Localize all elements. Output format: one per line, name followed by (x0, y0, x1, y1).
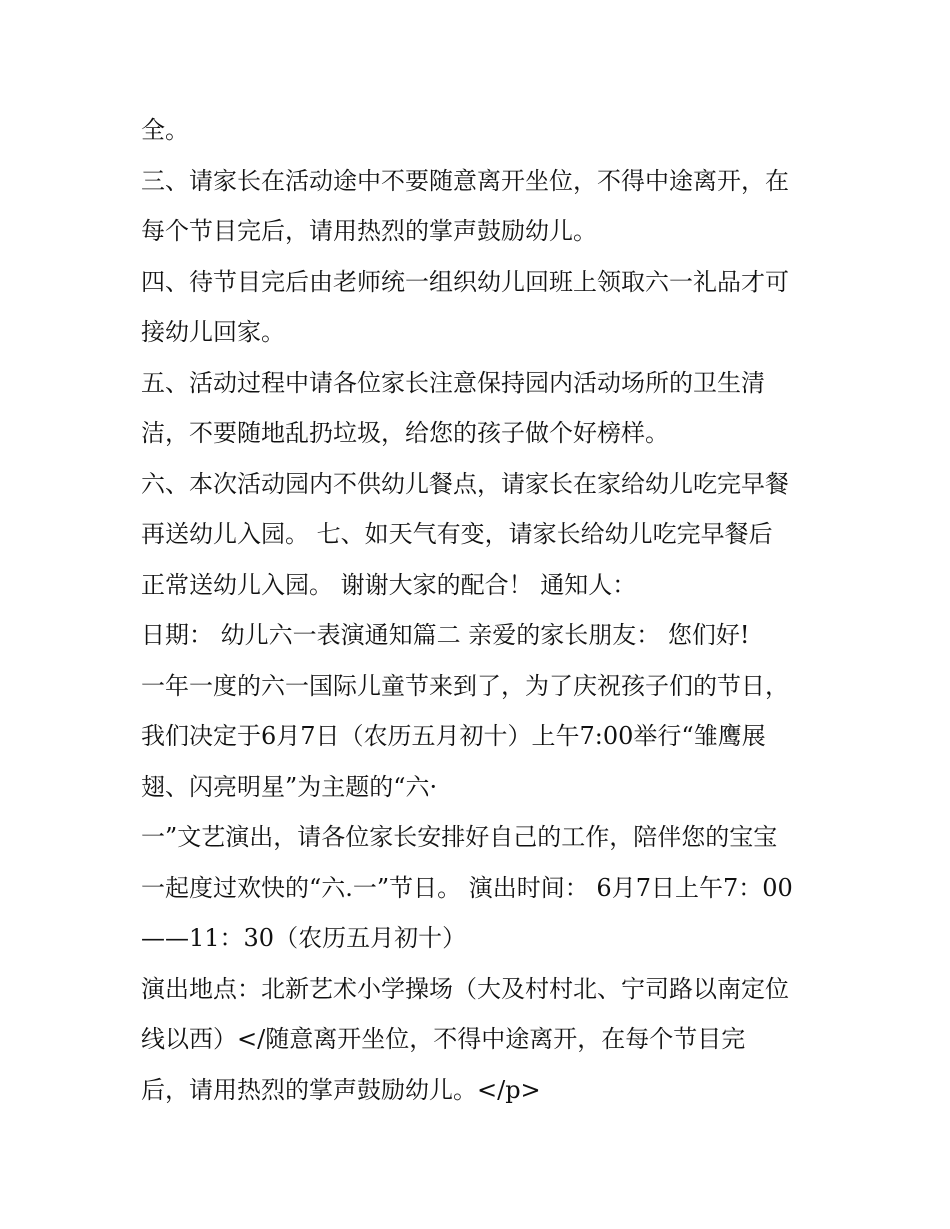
text-line-17: ——11：30（农历五月初十） (141, 924, 467, 952)
text-line-7: 洁，不要随地乱扔垃圾，给您的孩子做个好榜样。 (141, 419, 669, 447)
text-line-1: 全。 (141, 116, 189, 144)
text-line-3: 每个节目完后，请用热烈的掌声鼓励幼儿。 (141, 217, 597, 245)
document-body (141, 110, 831, 1120)
text-line-6: 五、活动过程中请各位家长注意保持园内活动场所的卫生清 (141, 368, 765, 397)
text-line-12: 一年一度的六一国际儿童节来到了，为了庆祝孩子们的节日， (141, 671, 789, 700)
text-line-8: 六、本次活动园内不供幼儿餐点，请家长在家给幼儿吃完早餐 (141, 469, 789, 498)
text-line-11: 日期： 幼儿六一表演通知篇二 亲爱的家长朋友： 您们好! (141, 621, 750, 649)
text-line-15: 一”文艺演出，请各位家长安排好自己的工作，陪伴您的宝宝 (141, 823, 778, 851)
text-line-10: 正常送幼儿入园。 谢谢大家的配合！ 通知人： (141, 570, 637, 599)
text-line-20: 后，请用热烈的掌声鼓励幼儿。</p> (141, 1075, 541, 1104)
text-line-13: 我们决定于6月7日（农历五月初十）上午7:00举行“雏鹰展 (141, 722, 766, 750)
text-line-19: 线以西）</随意离开坐位，不得中途离开，在每个节目完 (141, 1025, 746, 1053)
text-line-16: 一起度过欢快的“六.一”节日。 演出时间： 6月7日上午7：00 (141, 873, 793, 902)
text-line-9: 再送幼儿入园。 七、如天气有变，请家长给幼儿吃完早餐后 (141, 520, 773, 548)
text-line-2: 三、请家长在活动途中不要随意离开坐位，不得中途离开，在 (141, 166, 789, 195)
text-line-18: 演出地点：北新艺术小学操场（大及村村北、宁司路以南定位 (141, 974, 789, 1003)
text-line-4: 四、待节目完后由老师统一组织幼儿回班上领取六一礼品才可 (141, 267, 789, 296)
text-line-14: 翅、闪亮明星”为主题的“六· (141, 772, 438, 801)
text-line-5: 接幼儿回家。 (141, 318, 285, 346)
